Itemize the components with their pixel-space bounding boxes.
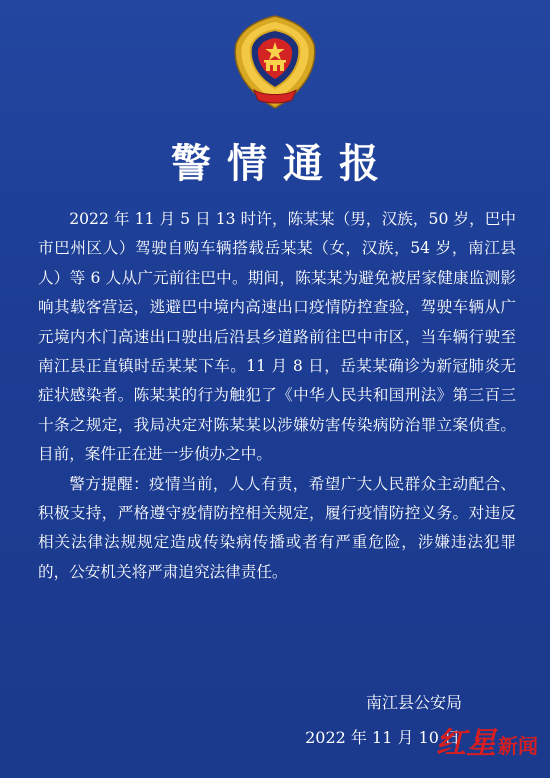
watermark-part-2: 新闻 [498, 734, 538, 758]
police-emblem-icon [232, 14, 318, 110]
notice-title: 警情通报 [171, 141, 395, 187]
notice-paragraph-2: 警方提醒：疫情当前，人人有责，希望广大人民群众主动配合、积极支持，严格遵守疫情防控相关规定，履行疫情防控义务。对违反相关法律法规规定造成传染病传播或者有严重危险，涉嫌违法犯罪的，公安机关将严肃追究法律责任。 [38, 474, 516, 581]
watermark-part-1: 红星 [436, 726, 496, 761]
notice-paragraph-1: 2022 年 11 月 5 日 13 时许，陈某某（男，汉族，50 岁，巴中市巴州区人）驾驶自购车辆搭载岳某某（女，汉族，54 岁，南江县人）等 6 人从广元前往巴中。期间，陈某某为避免被居家健康监测影响其载客营运，逃避巴中境内高速出口疫情防控查验，驾驶车辆从广元境内木门高速出口驶出后沿县乡道路前往巴中市区，当车辆行驶至南江县正直镇时岳某某下车。11 月 8 日，岳某某确诊为新冠肺炎无症状感染者。陈某某的行为触犯了《中华人民共和国刑法》第三百三十条之规定，我局决定对陈某某以涉嫌妨害传染病防治罪立案侦查。目前，案件正在进一步侦办之中。 [38, 210, 516, 464]
issue-date: 2022 年 11 月 10 日 [305, 728, 460, 747]
notice-body [38, 205, 516, 587]
watermark-logo [436, 718, 538, 762]
issuer-signature: 南江县公安局 [365, 693, 462, 712]
